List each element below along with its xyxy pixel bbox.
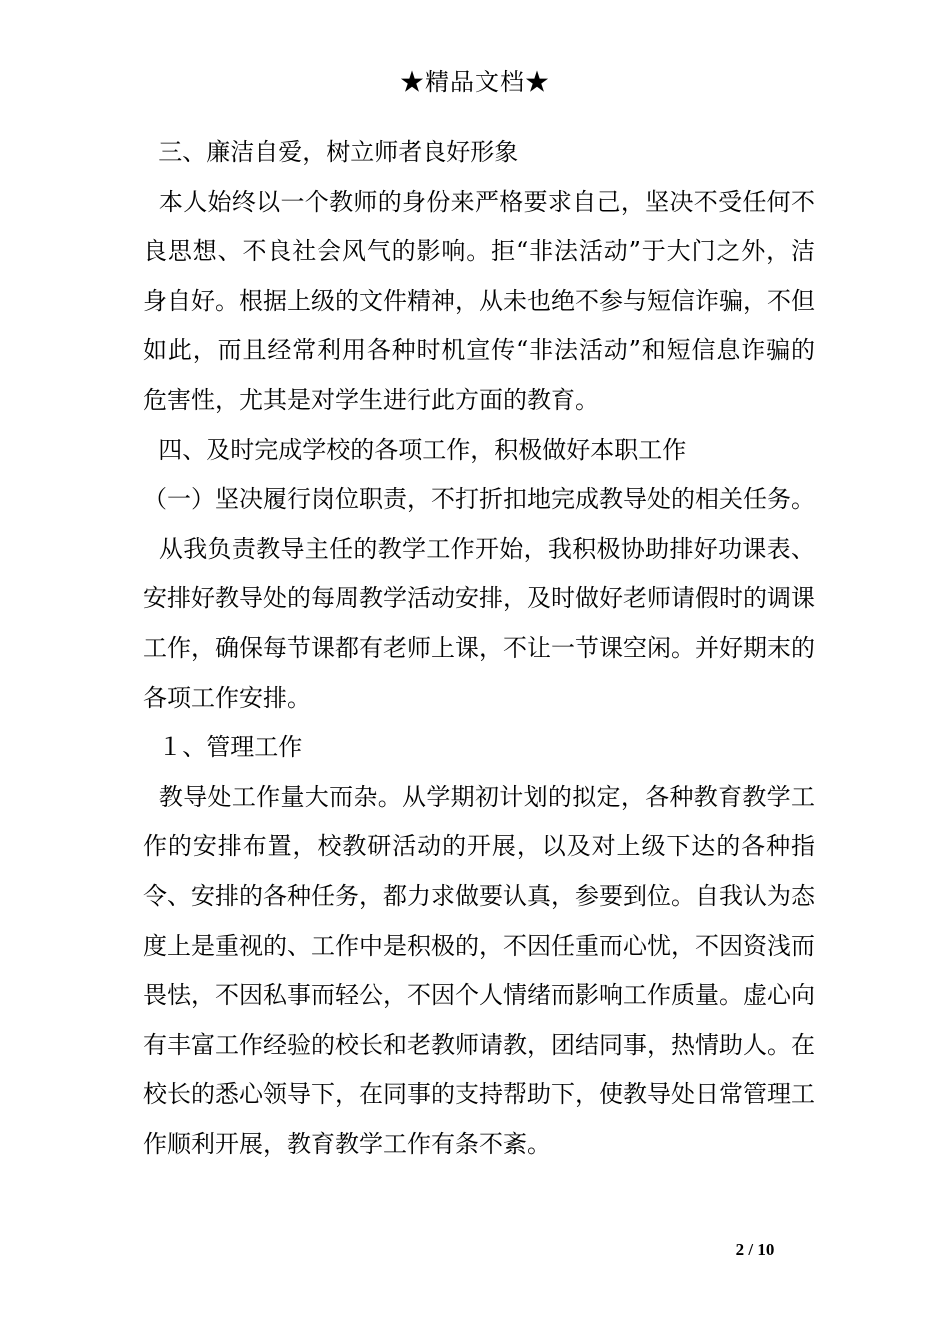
paragraph-integrity-body: 本人始终以一个教师的身份来严格要求自己，坚决不受任何不良思想、不良社会风气的影响。拒“非法活动”于大门之外，洁身自好。根据上级的文件精神，从未也绝不参与短信诈骗，不但如此，而且经常利用各种时机宣传“非法活动”和短信息诈骗的危害性，尤其是对学生进行此方面的教育。 <box>143 187 815 414</box>
paragraph-management-body: 教导处工作量大而杂。从学期初计划的拟定，各种教育教学工作的安排布置，校教研活动的开展，以及对上级下达的各种指令、安排的各种任务，都力求做要认真，参要到位。自我认为态度上是重视的、工作中是积极的，不因任重而心忧，不因资浅而畏怯，不因私事而轻公，不因个人情绪而影响工作质量。虚心向有丰富工作经验的校长和老教师请教，团结同事，热情助人。在校长的悉心领导下，在同事的支持帮助下，使教导处日常管理工作顺利开展，教育教学工作有条不紊。 <box>143 782 815 1158</box>
section-heading-integrity: 三、廉洁自爱，树立师者良好形象 <box>143 138 519 166</box>
page-header-title: ★精品文档★ <box>400 68 550 96</box>
document-body <box>143 128 815 1169</box>
subsection-heading-responsibilities: （一）坚决履行岗位职责，不打折扣地完成教导处的相关任务。 <box>143 485 815 514</box>
page-number: 2 / 10 <box>735 1240 775 1259</box>
subsection-heading-management: １、管理工作 <box>143 733 303 762</box>
section-heading-duties: 四、及时完成学校的各项工作，积极做好本职工作 <box>143 435 687 464</box>
paragraph-teaching-work: 从我负责教导主任的教学工作开始，我积极协助排好功课表、安排好教导处的每周教学活动安排，及时做好老师请假时的调课工作，确保每节课都有老师上课，不让一节课空闲。并好期末的各项工作安排。 <box>143 534 815 712</box>
